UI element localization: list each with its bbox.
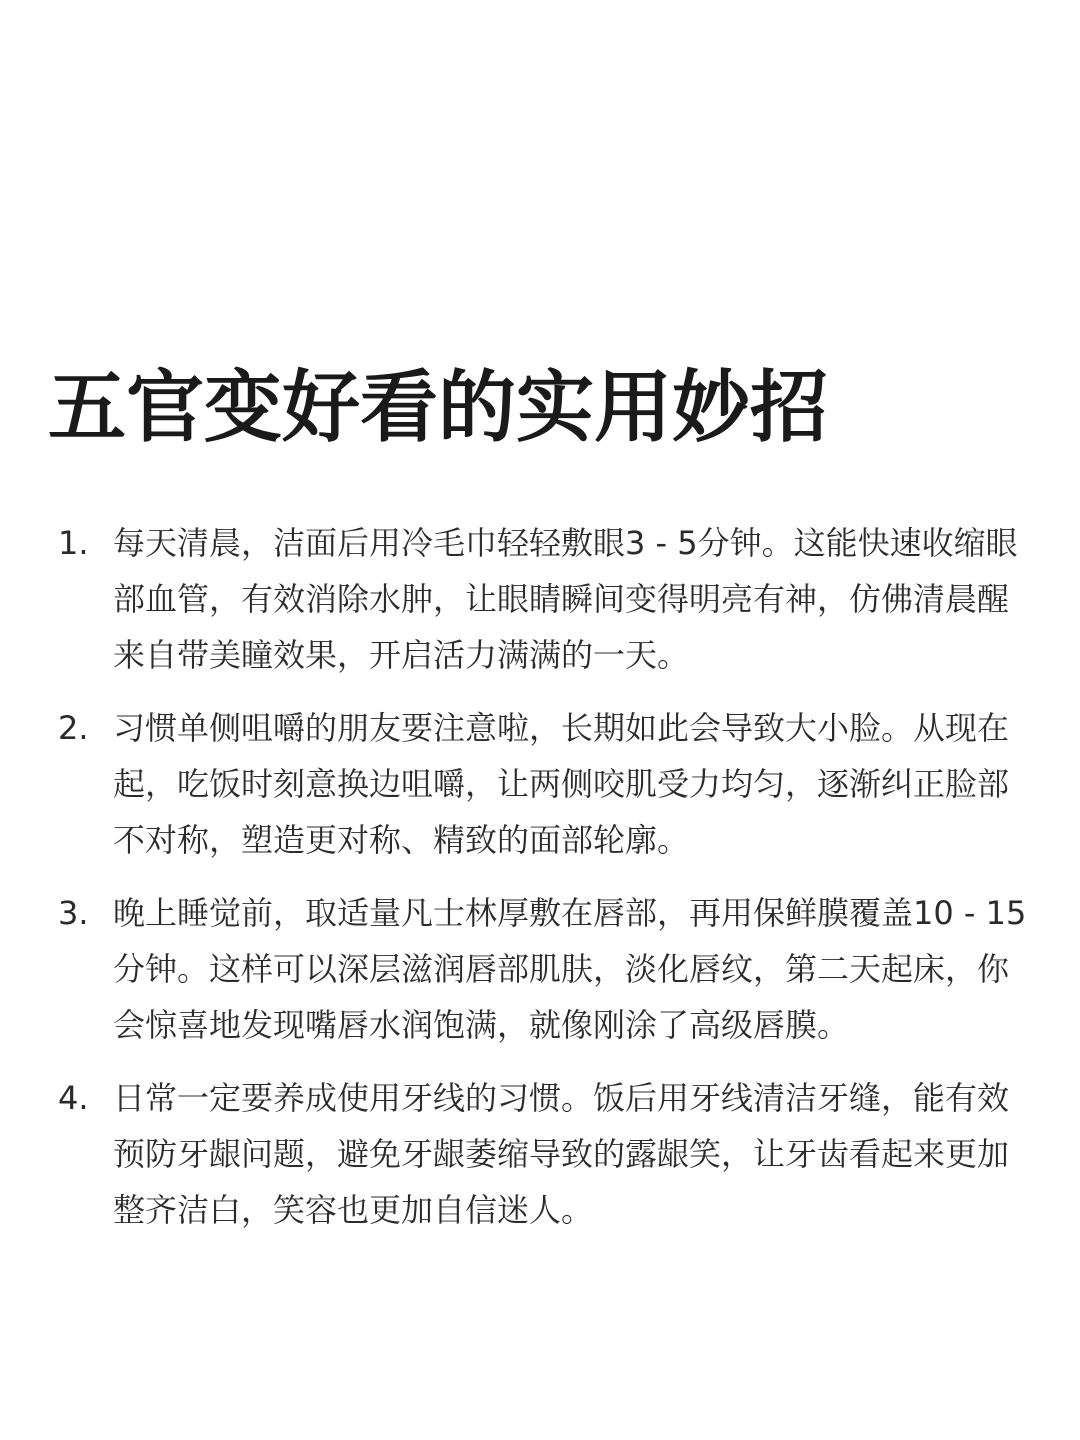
list-item-number: 3. <box>58 894 89 932</box>
list-item-text: 习惯单侧咀嚼的朋友要注意啦，长期如此会导致大小脸。从现在起，吃饭时刻意换边咀嚼，让两侧咬肌受力均匀，逐渐纠正脸部不对称，塑造更对称、精致的面部轮廓。 <box>113 709 1010 859</box>
list-item-text: 每天清晨，洁面后用冷毛巾轻轻敷眼3 - 5分钟。这能快速收缩眼部血管，有效消除水肿，让眼睛瞬间变得明亮有神，仿佛清晨醒来自带美瞳效果，开启活力满满的一天。 <box>113 524 1018 674</box>
list-item <box>58 700 1038 868</box>
list-item-number: 1. <box>58 524 89 562</box>
list-item-text: 日常一定要养成使用牙线的习惯。饭后用牙线清洁牙缝，能有效预防牙龈问题，避免牙龈萎缩导致的露龈笑，让牙齿看起来更加整齐洁白，笑容也更加自信迷人。 <box>113 1079 1010 1229</box>
list-item-number: 4. <box>58 1079 89 1117</box>
page-title: 五官变好看的实用妙招 <box>48 363 829 453</box>
list-item-number: 2. <box>58 709 89 747</box>
tips-list <box>58 515 1038 1255</box>
list-item <box>58 1070 1038 1238</box>
list-item <box>58 885 1038 1053</box>
list-item-text: 晚上睡觉前，取适量凡士林厚敷在唇部，再用保鲜膜覆盖10 - 15分钟。这样可以深层滋润唇部肌肤，淡化唇纹，第二天起床，你会惊喜地发现嘴唇水润饱满，就像刚涂了高级唇膜。 <box>113 894 1027 1044</box>
list-item <box>58 515 1038 683</box>
